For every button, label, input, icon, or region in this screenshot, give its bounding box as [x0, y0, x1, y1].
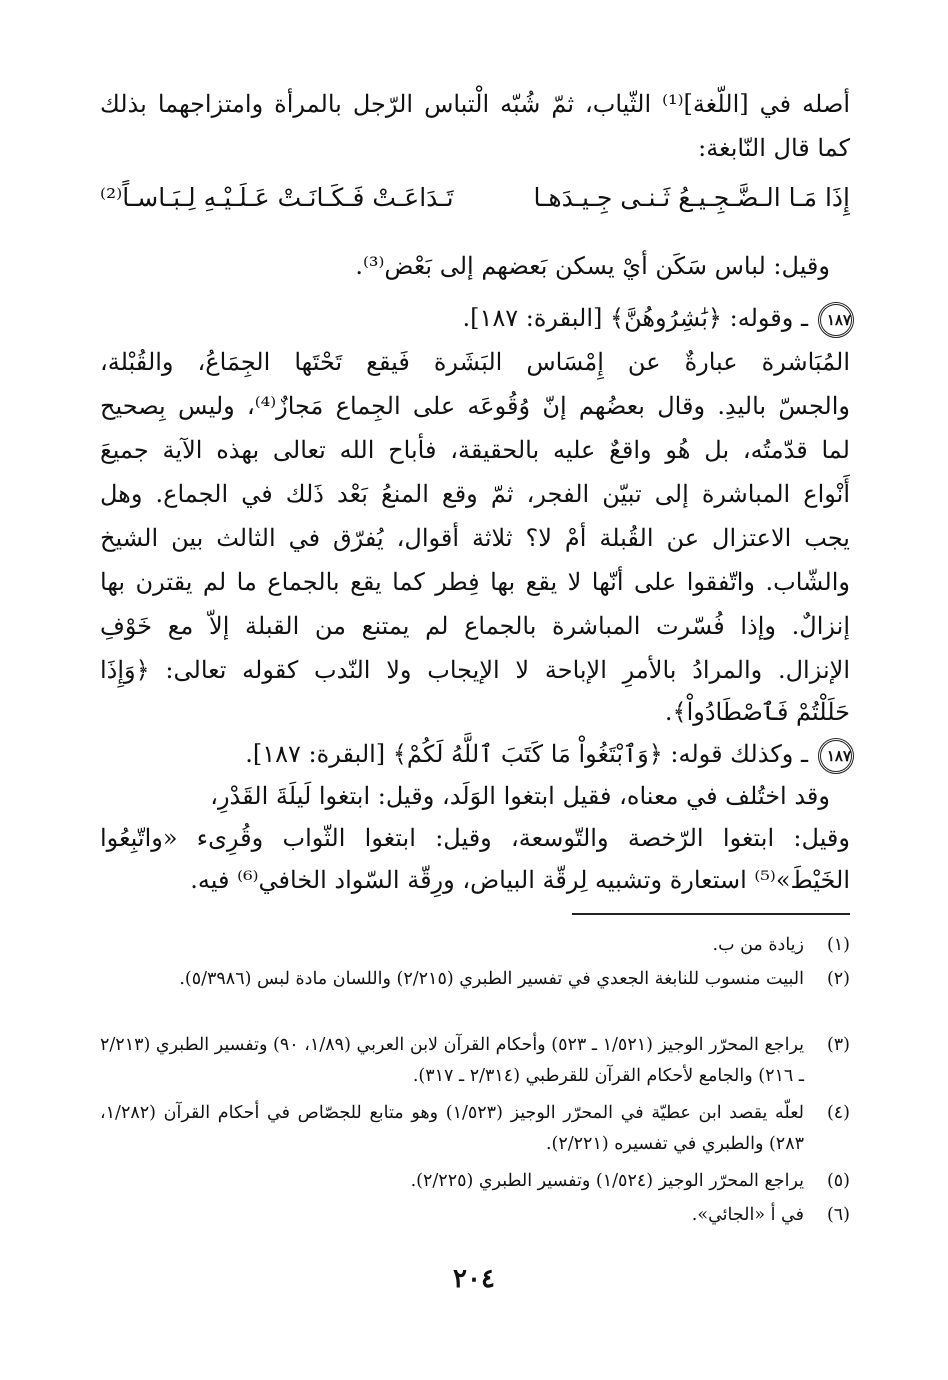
footnote — [100, 1030, 850, 1092]
text-line: حَلَلْتُمْ فَٱصْطَادُواْ﴾. — [664, 698, 850, 726]
text-line: والجسّ باليدِ. وقال بعضُهم إنّ وُقُوعَه على الجِماع مَجازٌ⁽⁴⁾، وليس بِصحيح — [100, 392, 851, 420]
footnote-number: (٤) — [826, 1103, 850, 1123]
footnote-number: (٦) — [826, 1205, 850, 1225]
text-line: وقيل: ابتغوا الرّخصة والتّوسعة، وقيل: ابتغوا الثّواب وقُرِىء «واتّبِعُوا — [100, 824, 850, 852]
footnote-number: (٢) — [826, 969, 850, 989]
footnote — [100, 930, 850, 961]
footnote-number: (٥) — [826, 1171, 850, 1191]
footnote-separator — [572, 913, 850, 915]
text-line: كما قال النّابغة: — [698, 134, 850, 162]
page-number: ٢٠٤ — [453, 1264, 495, 1294]
verse-first-hemistich: إِذَا مَـا الـضَّـجِـيـعُ ثَـنـى جِـيـدَهـا — [533, 183, 850, 212]
text-span: ـ وقوله: ﴿بَٰشِرُوهُنَّ﴾ [البقرة: ١٨٧]. — [462, 304, 808, 332]
footnote-text: زيادة من ب. — [712, 935, 804, 955]
text-line: يجب الاعتزال عن القُبلة أمْ لا؟ ثلاثة أقوال، يُفرّق في الثالث بين الشيخ — [100, 524, 850, 552]
text-line: لما قدّمتُه، بل هُو واقعٌ عليه بالحقيقة، فأباح الله تعالى بهذه الآية جميعَ — [100, 436, 850, 464]
text-line — [104, 734, 854, 774]
footnote-number: (٣) — [826, 1035, 850, 1055]
text-line: والشّاب. واتّفقوا على أنّها لا يقع بها فِطر كما يقع بالجماع ما لم يقترن بها — [100, 568, 850, 596]
text-line: وقد اختُلف في معناه، فقيل ابتغوا الوَلَد، وقيل: ابتغوا لَيلَةَ القَدْرِ، — [210, 782, 830, 810]
text-line — [104, 298, 854, 338]
text-line: المُبَاشرة عبارةٌ عن إِمْسَاس البَشَرة فَيقع تَحْتَها الجِمَاعُ، والقُبْلة، — [100, 348, 850, 376]
footnote — [100, 1200, 850, 1231]
footnote-text: يراجع المحرّر الوجيز (١/٥٢٤) وتفسير الطبري (٢/٢٢٥). — [410, 1171, 804, 1191]
footnote-text: البيت منسوب للنابغة الجعدي في تفسير الطبري (٢/٢١٥) واللسان مادة لبس (٥/٣٩٨٦). — [179, 969, 804, 989]
footnote — [100, 1166, 850, 1197]
footnote-text: في أ «الجائي». — [691, 1205, 804, 1225]
text-line: الخَيْطَ»⁽⁵⁾ استعارة وتشبيه لِرقّة البياض، ورِقّة السّواد الخافي⁽⁶⁾ فيه. — [190, 866, 850, 894]
text-line: إنزالٌ. وإذا فُسّرت المباشرة بالجماع لم يمتنع من القبلة إلاّ مع خَوْفِ — [100, 612, 850, 640]
text-line: الإنزال. والمرادُ بالأمرِ الإباحة لا الإيجاب ولا النّدب كقوله تعالى: ﴿وَإِذَا — [100, 656, 850, 684]
verse-second-hemistich: تَـدَاعَـتْ فَـكَـانَـتْ عَـلَـيْـهِ لِـبَـاسـاً⁽²⁾ — [100, 183, 454, 212]
footnote-text: لعلّه يقصد ابن عطيّة في المحرّر الوجيز (١/٥٢٣) وهو متابع للجصّاص في أحكام القرآن (١/٢٨٢، ٢٨٣) والطبري في تفسيره (٢/٢٢١). — [100, 1103, 804, 1154]
footnote — [100, 964, 850, 995]
text-span: ـ وكذلك قوله: ﴿وَٱبْتَغُواْ مَا كَتَبَ ٱللَّهُ لَكُمْ﴾ [البقرة: ١٨٧]. — [245, 740, 808, 768]
verse-number-badge: ١٨٧ — [818, 302, 854, 338]
text-line: أَنْواع المباشرة إلى تبيّن الفجر، ثمّ وقع المنعُ بَعْد ذَلك في الجماع. وهل — [100, 480, 850, 508]
text-line: أصله في [اللّغة]⁽¹⁾ الثّياب، ثمّ شُبّه الْتباس الرّجل بالمرأة وامتزاجهما بذلك — [100, 90, 850, 118]
text-line: وقيل: لباس سَكَن أيْ يسكن بَعضهم إلى بَعْض⁽³⁾. — [355, 252, 830, 280]
footnote-number: (١) — [826, 935, 850, 955]
verse-number-badge: ١٨٧ — [818, 738, 854, 774]
footnote-text: يراجع المحرّر الوجيز (١/٥٢١ ـ ٥٢٣) وأحكام القرآن لابن العربي (١/٨٩، ٩٠) وتفسير الطبري (٢/٢١٣ ـ ٢١٦) والجامع لأحكام القرآن للقرطبي (٢/٣١٤ ـ ٣١٧). — [100, 1035, 804, 1086]
footnote — [100, 1098, 850, 1160]
